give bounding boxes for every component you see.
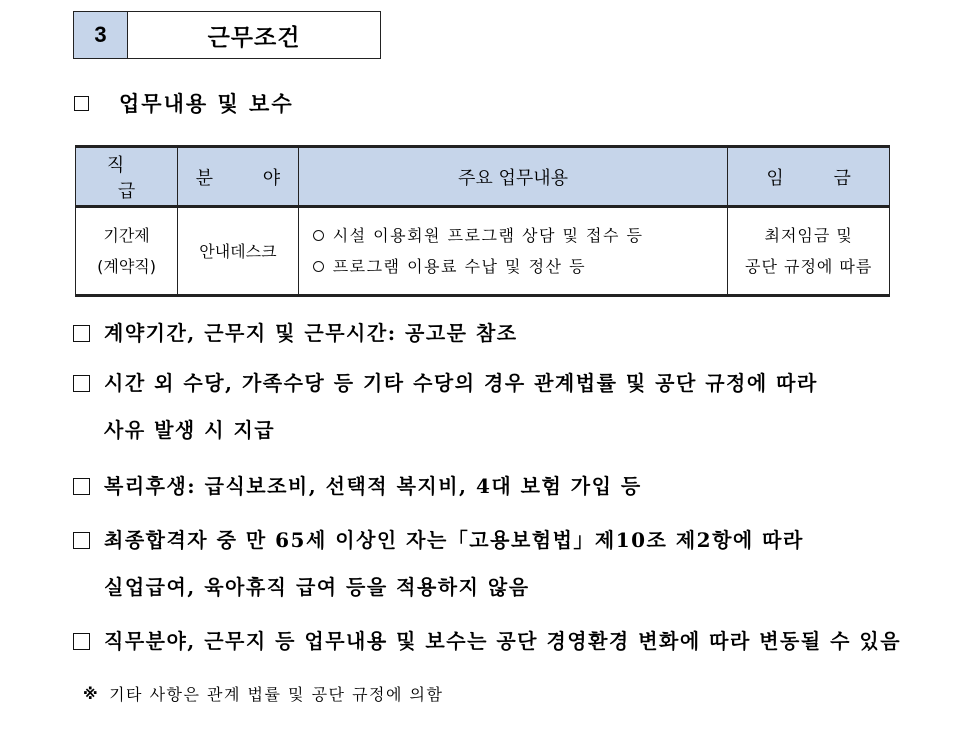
cell-grade: 기간제 (계약직) (76, 207, 178, 296)
checkbox-square-icon (73, 325, 90, 342)
bullet-age-65: 최종합격자 중 만 65세 이상인 자는「고용보험법」제10조 제2항에 따라 실업급여, 육아휴직 급여 등을 적용하지 않음 (73, 517, 804, 611)
bullet-allowances: 시간 외 수당, 가족수당 등 기타 수당의 경우 관계법률 및 공단 규정에 따라 사유 발생 시 지급 (73, 360, 818, 454)
duty-item: 시설 이용회원 프로그램 상담 및 접수 등 (313, 220, 728, 251)
checkbox-square-icon (73, 478, 90, 495)
circle-bullet-icon (313, 230, 324, 241)
cell-field: 안내데스크 (178, 207, 299, 296)
column-header-wage: 임 금 (728, 147, 890, 207)
section-header (73, 11, 381, 59)
table-row (76, 207, 890, 296)
footnote (83, 682, 443, 705)
column-header-field: 분 야 (178, 147, 299, 207)
checkbox-square-icon (74, 96, 89, 111)
subheading-text: 업무내용 및 보수 (119, 92, 294, 116)
duty-item: 프로그램 이용료 수납 및 정산 등 (313, 251, 728, 282)
column-header-duties: 주요 업무내용 (298, 147, 728, 207)
checkbox-square-icon (73, 633, 90, 650)
duties-pay-table (75, 145, 890, 297)
bullet-welfare: 복리후생: 급식보조비, 선택적 복지비, 4대 보험 가입 등 (73, 463, 642, 510)
section-title: 근무조건 (207, 24, 301, 51)
cell-duties (298, 207, 728, 296)
bullet-subject-to-change: 직무분야, 근무지 등 업무내용 및 보수는 공단 경영환경 변화에 따라 변동될 수 있음 (73, 618, 901, 665)
subheading (74, 88, 294, 118)
checkbox-square-icon (73, 532, 90, 549)
column-header-grade: 직 급 (76, 147, 178, 207)
footnote-text: 기타 사항은 관계 법률 및 공단 규정에 의함 (109, 685, 444, 704)
cell-wage: 최저임금 및 공단 규정에 따름 (728, 207, 890, 296)
checkbox-square-icon (73, 375, 90, 392)
section-number: 3 (74, 12, 128, 58)
bullet-contract-period: 계약기간, 근무지 및 근무시간: 공고문 참조 (73, 310, 518, 357)
reference-mark-icon: ※ (83, 684, 100, 703)
table-header-row (76, 147, 890, 207)
circle-bullet-icon (313, 261, 324, 272)
